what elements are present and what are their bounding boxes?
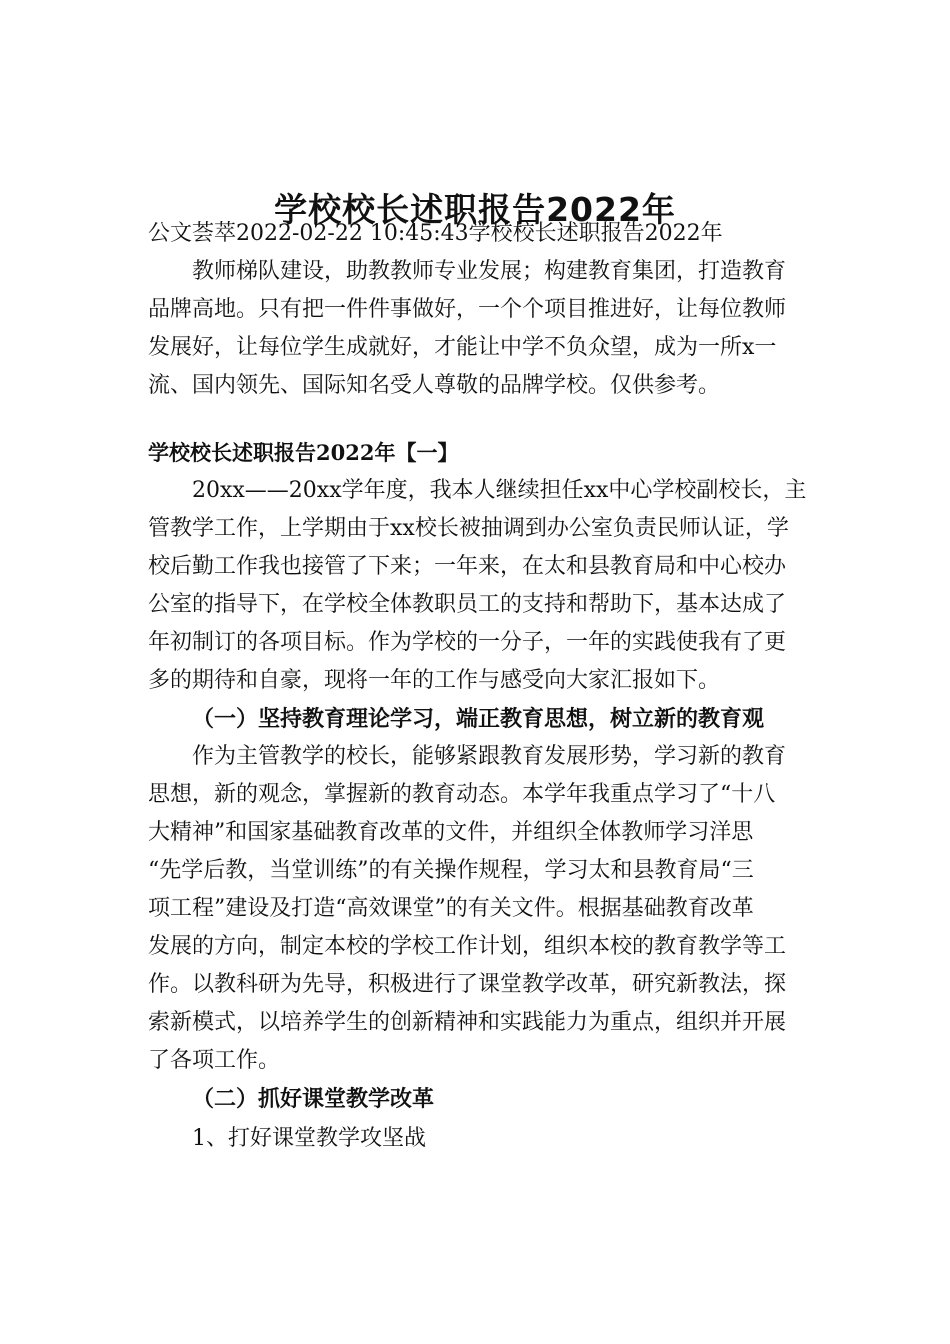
- intro-paragraph: [148, 253, 808, 405]
- sub1-line: 作。以教科研为先导，积极进行了课堂教学改革，研究新教法，探: [148, 972, 787, 997]
- sub1-line: “先学后教，当堂训练”的有关操作规程，学习太和县教育局“三: [148, 858, 754, 883]
- item-1: 1、打好课堂教学攻坚战: [192, 1126, 426, 1151]
- section-line: 公室的指导下，在学校全体教职员工的支持和帮助下，基本达成了: [148, 592, 787, 617]
- meta-line-block: [148, 215, 808, 253]
- sub1-paragraph: [148, 738, 808, 1080]
- section-line: 管教学工作，上学期由于xx校长被抽调到办公室负责民师认证，学: [148, 516, 789, 541]
- document-title: 学校校长述职报告2022年: [274, 190, 676, 229]
- sub1-line: 项工程”建设及打造“高效课堂”的有关文件。根据基础教育改革: [148, 896, 754, 921]
- section-line: 多的期待和自豪，现将一年的工作与感受向大家汇报如下。: [148, 668, 721, 693]
- subheading-2: （二）抓好课堂教学改革: [192, 1086, 435, 1112]
- subheading-1-block: [148, 700, 808, 738]
- sub1-line: 大精神”和国家基础教育改革的文件，并组织全体教师学习洋思: [148, 820, 754, 845]
- section-heading-block: [148, 434, 808, 472]
- intro-line: 流、国内领先、国际知名受人尊敬的品牌学校。仅供参考。: [148, 373, 721, 398]
- section-line: 20xx——20xx学年度，我本人继续担任xx中心学校副校长，主: [192, 478, 807, 503]
- sub1-line: 了各项工作。: [148, 1048, 281, 1073]
- sub1-line: 思想，新的观念，掌握新的教育动态。本学年我重点学习了“十八: [148, 782, 776, 807]
- section-line: 校后勤工作我也接管了下来；一年来，在太和县教育局和中心校办: [148, 554, 787, 579]
- section-line: 年初制订的各项目标。作为学校的一分子，一年的实践使我有了更: [148, 630, 787, 655]
- subheading-1: （一）坚持教育理论学习，端正教育思想，树立新的教育观: [192, 706, 765, 732]
- intro-line: 教师梯队建设，助教教师专业发展；构建教育集团，打造教育: [192, 259, 787, 284]
- intro-line: 发展好，让每位学生成就好，才能让中学不负众望，成为一所x一: [148, 335, 777, 360]
- section-heading: 学校校长述职报告2022年【一】: [148, 440, 459, 465]
- sub1-line: 发展的方向，制定本校的学校工作计划，组织本校的教育教学等工: [148, 934, 787, 959]
- sub1-line: 索新模式，以培养学生的创新精神和实践能力为重点，组织并开展: [148, 1010, 787, 1035]
- intro-line: 品牌高地。只有把一件件事做好，一个个项目推进好，让每位教师: [148, 297, 787, 322]
- subheading-2-block: [148, 1080, 808, 1118]
- sub1-line: 作为主管教学的校长，能够紧跟教育发展形势，学习新的教育: [192, 744, 787, 769]
- item-1-block: [148, 1120, 808, 1158]
- section-paragraph: [148, 472, 808, 700]
- meta-line: 公文荟萃2022-02-22 10:45:43学校校长述职报告2022年: [148, 221, 723, 246]
